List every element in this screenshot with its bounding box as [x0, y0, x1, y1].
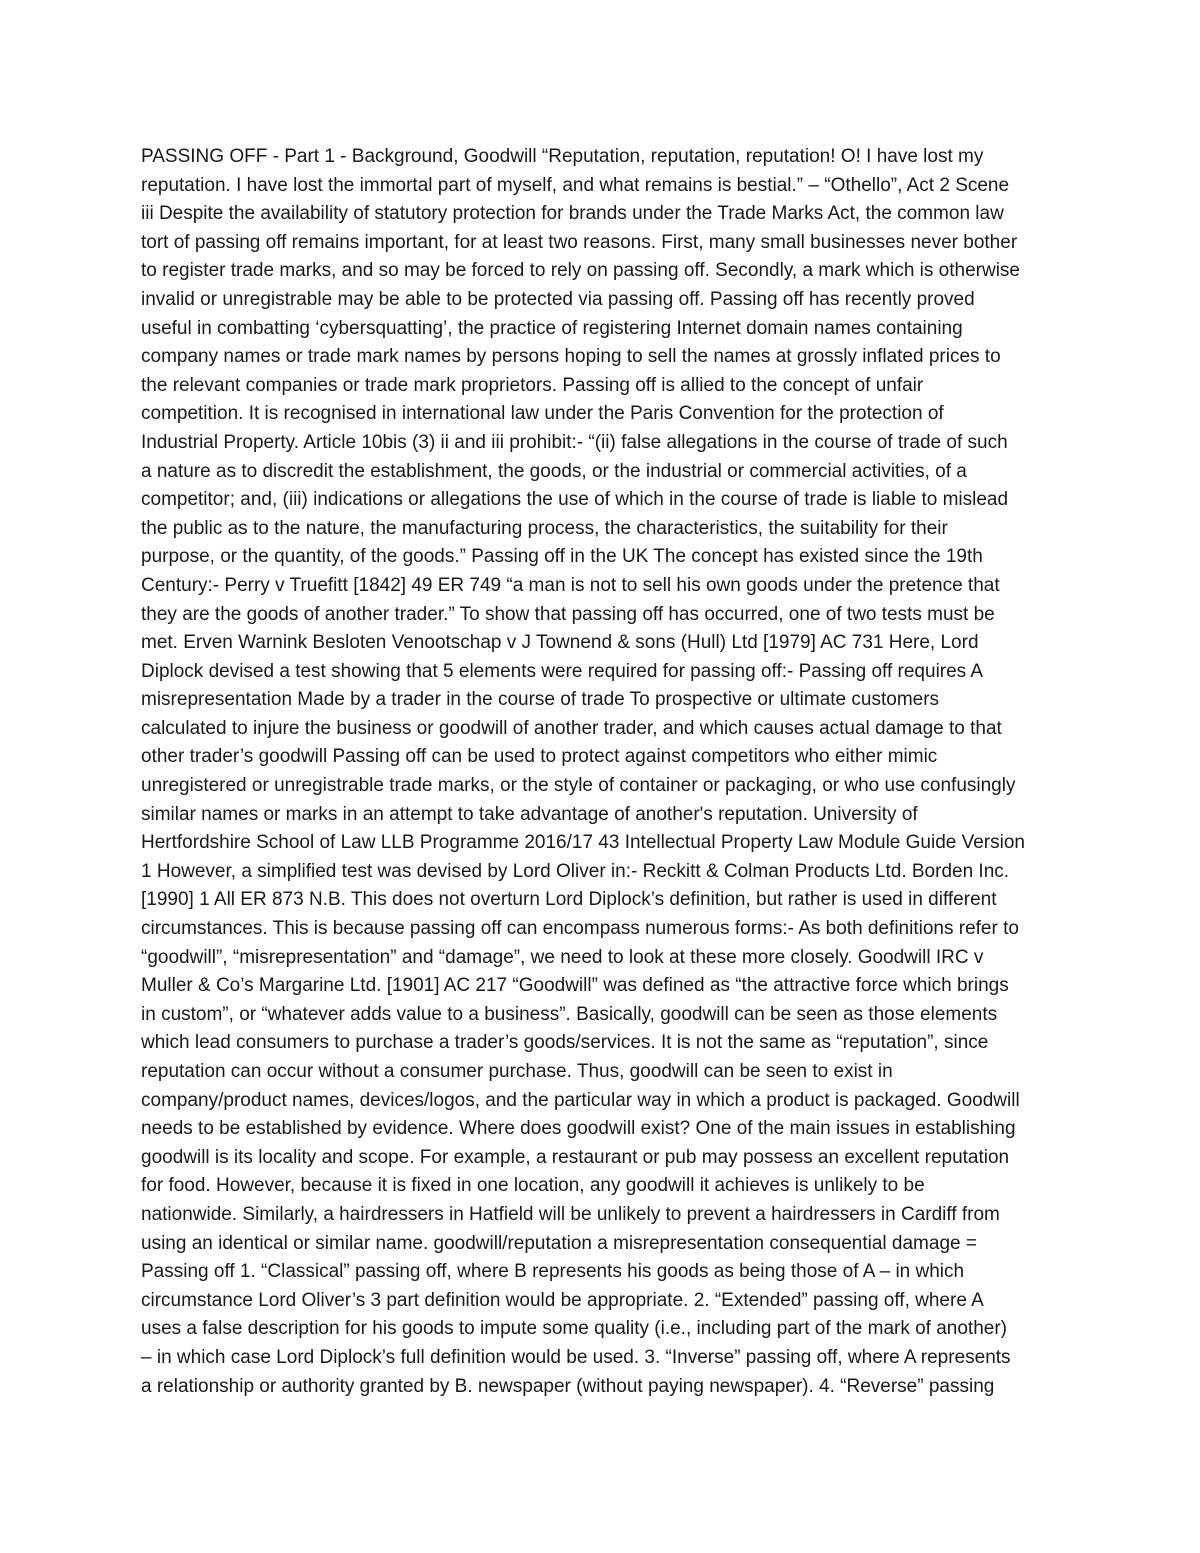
text-line: they are the goods of another trader.” To show that passing off has occurred, one of two tests must be: [141, 603, 995, 625]
text-line: in custom”, or “whatever adds value to a business”. Basically, goodwill can be seen as those elements: [141, 1003, 998, 1025]
text-line: “goodwill”, “misrepresentation” and “damage”, we need to look at these more closely. Goodwill IRC v: [141, 946, 984, 968]
text-line: a nature as to discredit the establishment, the goods, or the industrial or commercial activities, of a: [141, 460, 967, 482]
text-line: Diplock devised a test showing that 5 elements were required for passing off:- Passing off requires A: [141, 660, 984, 682]
text-line: [1990] 1 All ER 873 N.B. This does not overturn Lord Diplock’s definition, but rather is used in different: [141, 889, 997, 911]
text-line: misrepresentation Made by a trader in the course of trade To prospective or ultimate customers: [141, 689, 940, 711]
text-line: Industrial Property. Article 10bis (3) ii and iii prohibit:- “(ii) false allegations in the course of trade of such: [141, 431, 1008, 453]
text-line: competition. It is recognised in international law under the Paris Convention for the protection of: [141, 403, 944, 425]
document-body-text: [141, 143, 1061, 1401]
text-line: Hertfordshire School of Law LLB Programme 2016/17 43 Intellectual Property Law Module Guide Version: [141, 832, 1025, 854]
text-line: reputation. I have lost the immortal part of myself, and what remains is bestial.” – “Othello”, Act 2 Scene: [141, 174, 1010, 196]
text-line: needs to be established by evidence. Where does goodwill exist? One of the main issues in establishing: [141, 1118, 1016, 1140]
text-line: useful in combatting ‘cybersquatting’, the practice of registering Internet domain names containing: [141, 317, 963, 339]
text-line: met. Erven Warnink Besloten Venootschap v J Townend & sons (Hull) Ltd [1979] AC 731 Here, Lord: [141, 632, 979, 654]
text-line: Passing off 1. “Classical” passing off, where B represents his goods as being those of A – in which: [141, 1261, 965, 1283]
text-line: Muller & Co’s Margarine Ltd. [1901] AC 217 “Goodwill” was defined as “the attractive force which brings: [141, 975, 1009, 997]
text-line: uses a false description for his goods to impute some quality (i.e., including part of the mark of another): [141, 1318, 1008, 1340]
text-line: company/product names, devices/logos, and the particular way in which a product is packaged. Goodwill: [141, 1089, 1020, 1111]
text-line: the public as to the nature, the manufacturing process, the characteristics, the suitability for their: [141, 517, 948, 539]
text-line: Century:- Perry v Truefitt [1842] 49 ER 749 “a man is not to sell his own goods under the pretence that: [141, 574, 1000, 596]
text-line: iii Despite the availability of statutory protection for brands under the Trade Marks Act, the common law: [141, 203, 1004, 225]
text-line: circumstance Lord Oliver’s 3 part definition would be appropriate. 2. “Extended” passing off, where A: [141, 1289, 984, 1311]
text-line: for food. However, because it is fixed in one location, any goodwill it achieves is unlikely to be: [141, 1175, 925, 1197]
text-line: competitor; and, (iii) indications or allegations the use of which in the course of trade is liable to mislead: [141, 489, 1009, 511]
text-line: reputation can occur without a consumer purchase. Thus, goodwill can be seen to exist in: [141, 1061, 893, 1082]
text-line: calculated to injure the business or goodwill of another trader, and which causes actual damage to that: [141, 717, 1002, 739]
text-line: purpose, or the quantity, of the goods.” Passing off in the UK The concept has existed since the 19th: [141, 546, 983, 568]
text-line: goodwill is its locality and scope. For example, a restaurant or pub may possess an excellent reputation: [141, 1146, 1010, 1168]
text-line: the relevant companies or trade mark proprietors. Passing off is allied to the concept of unfair: [141, 374, 924, 396]
text-line: to register trade marks, and so may be forced to rely on passing off. Secondly, a mark which is otherwise: [141, 260, 1020, 282]
text-line: a relationship or authority granted by B. newspaper (without paying newspaper). 4. “Reverse” passing: [141, 1375, 995, 1397]
text-line: – in which case Lord Diplock’s full definition would be used. 3. “Inverse” passing off, where A represents: [141, 1346, 1011, 1368]
text-line: invalid or unregistrable may be able to be protected via passing off. Passing off has recently proved: [141, 288, 975, 310]
text-line: unregistered or unregistrable trade marks, or the style of container or packaging, or who use confusingly: [141, 775, 1016, 797]
text-line: PASSING OFF - Part 1 - Background, Goodwill “Reputation, reputation, reputation! O! I have lost my: [141, 146, 984, 167]
text-line: which lead consumers to purchase a trader’s goods/services. It is not the same as “reputation”, since: [141, 1032, 989, 1054]
text-line: circumstances. This is because passing off can encompass numerous forms:- As both definitions refer to: [141, 918, 1019, 940]
text-line: similar names or marks in an attempt to take advantage of another's reputation. University of: [141, 803, 918, 825]
text-line: nationwide. Similarly, a hairdressers in Hatfield will be unlikely to prevent a hairdressers in Cardiff from: [141, 1203, 1000, 1225]
text-line: 1 However, a simplified test was devised by Lord Oliver in:- Reckitt & Colman Products Ltd. Borden Inc.: [141, 860, 1010, 882]
text-line: company names or trade mark names by persons hoping to sell the names at grossly inflated prices to: [141, 346, 1001, 368]
text-line: using an identical or similar name. goodwill/reputation a misrepresentation consequential damage =: [141, 1232, 977, 1254]
text-line: tort of passing off remains important, for at least two reasons. First, many small businesses never bother: [141, 231, 1018, 253]
text-line: other trader’s goodwill Passing off can be used to protect against competitors who either mimic: [141, 746, 938, 768]
